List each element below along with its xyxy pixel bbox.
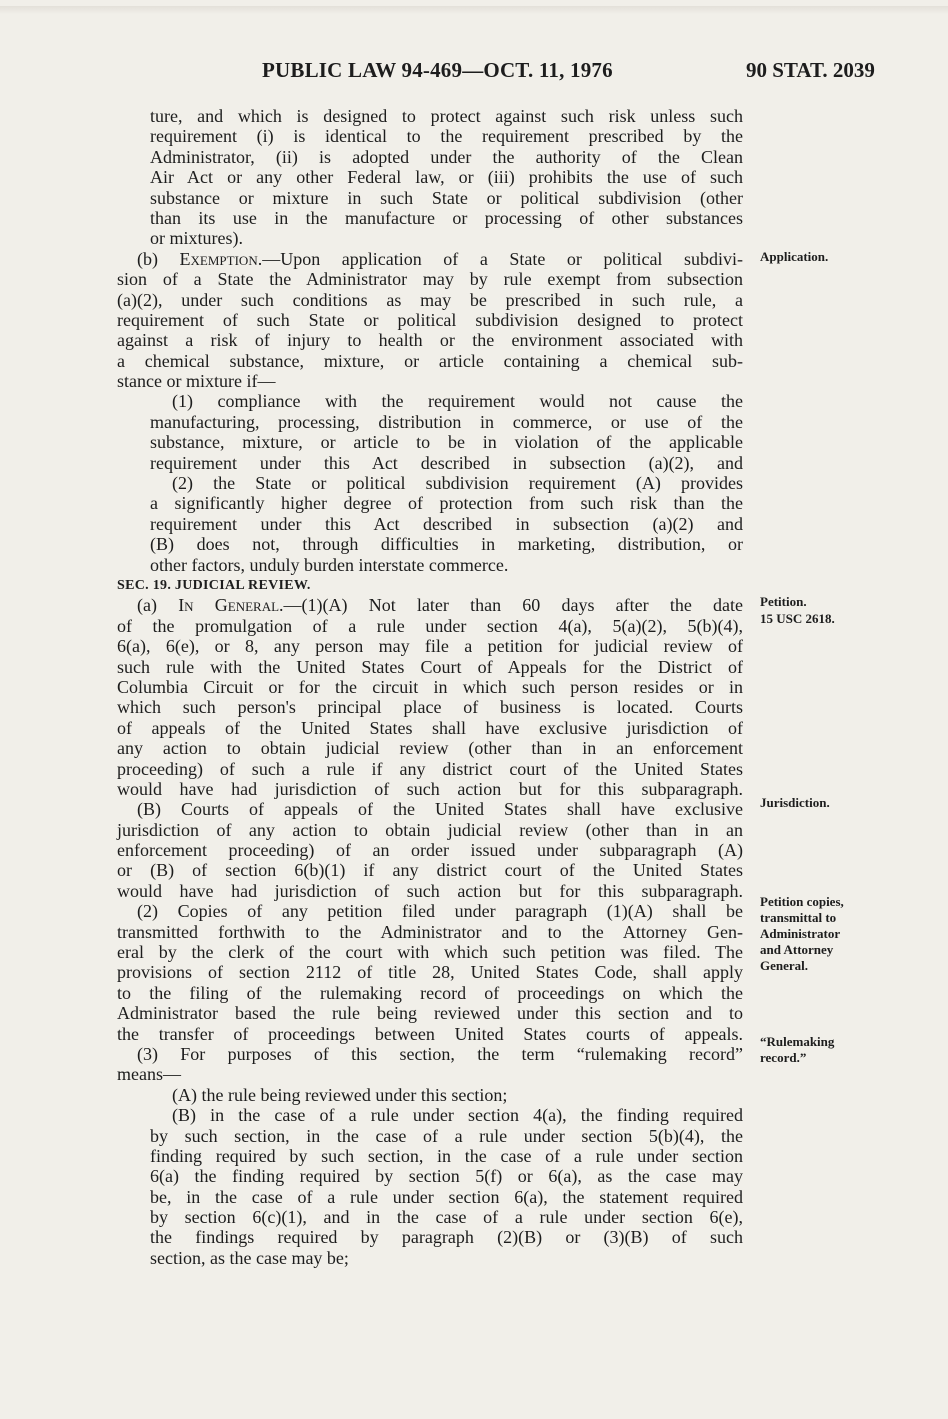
text-line: (1) compliance with the requirement would not cause the	[172, 391, 743, 412]
text-line: a significantly higher degree of protection from such risk than the	[150, 493, 743, 514]
text-line: requirement (i) is identical to the requirement prescribed by the	[150, 126, 743, 147]
text-line: Air Act or any other Federal law, or (iii) prohibits the use of such	[150, 167, 743, 188]
text-line: requirement under this Act described in subsection (a)(2) and	[150, 513, 743, 534]
page-header-stat-number: 90 STAT. 2039	[746, 58, 875, 82]
text-line: (2) Copies of any petition filed under paragraph (1)(A) shall be	[137, 901, 743, 922]
text-line: a chemical substance, mixture, or article containing a chemical sub-	[117, 350, 743, 371]
text-line: means—	[117, 1064, 181, 1085]
text-line: transmitted forthwith to the Administrator and to the Attorney Gen-	[117, 921, 743, 942]
text-line: Columbia Circuit or for the circuit in which such person resides or in	[117, 676, 743, 697]
text-line: (b) Exemption.—Upon application of a State or political subdivi-	[137, 248, 743, 269]
text-line: (a)(2), under such conditions as may be prescribed in such rule, a	[117, 289, 743, 310]
text-line: ture, and which is designed to protect against such risk unless such	[150, 106, 743, 126]
text-line: (2) the State or political subdivision requirement (A) provides	[172, 473, 743, 494]
text-line: eral by the clerk of the court with which such petition was filed. The	[117, 942, 743, 963]
text-line: jurisdiction of any action to obtain judicial review (other than in an	[117, 819, 743, 840]
text-line: substance or mixture in such State or political subdivision (other	[150, 187, 743, 208]
margin-note-rulemaking-record: “Rulemaking record.”	[760, 1034, 835, 1065]
text-line: the transfer of proceedings between United States courts of appeals.	[117, 1023, 743, 1044]
text-line: enforcement proceeding) of an order issued under subparagraph (A)	[117, 840, 743, 861]
text-line: be, in the case of a rule under section 6(a), the statement required	[150, 1186, 743, 1207]
text-line: 6(a) the finding required by section 5(f) or 6(a), as the case may	[150, 1166, 743, 1187]
text-line: (B) in the case of a rule under section 4(a), the finding required	[172, 1105, 743, 1126]
margin-note-jurisdiction: Jurisdiction.	[760, 795, 830, 810]
text-line: stance or mixture if—	[117, 371, 276, 392]
text-line: proceeding) of such a rule if any district court of the United States	[117, 758, 743, 779]
text-line: would have had jurisdiction of such action but for this subparagraph.	[117, 880, 743, 901]
margin-note-petition: Petition. 15 USC 2618.	[760, 594, 835, 626]
text-line: of the promulgation of a rule under section 4(a), 5(a)(2), 5(b)(4),	[117, 615, 743, 636]
text-line: than its use in the manufacture or processing of other substances	[150, 207, 743, 228]
text-line: such rule with the United States Court of Appeals for the District of	[117, 656, 743, 677]
scan-edge	[0, 6, 948, 14]
margin-note-petition-copies: Petition copies, transmittal to Administrator and Attorney General.	[760, 894, 844, 973]
text-line: requirement under this Act described in subsection (a)(2), and	[150, 452, 743, 473]
text-line: which such person's principal place of business is located. Courts	[117, 697, 743, 718]
page-header-title: PUBLIC LAW 94-469—OCT. 11, 1976	[262, 58, 613, 82]
text-line: the findings required by paragraph (2)(B) or (3)(B) of such	[150, 1227, 743, 1248]
text-line: by section 6(c)(1), and in the case of a rule under section 6(e),	[150, 1207, 743, 1228]
text-line: (B) Courts of appeals of the United States shall have exclusive	[137, 799, 743, 820]
text-line: by such section, in the case of a rule under section 5(b)(4), the	[150, 1125, 743, 1146]
text-line: section, as the case may be;	[150, 1247, 349, 1268]
text-line: (A) the rule being reviewed under this section;	[172, 1084, 508, 1105]
text-line: substance, mixture, or article to be in violation of the applicable	[150, 432, 743, 453]
text-line: manufacturing, processing, distribution in commerce, or use of the	[150, 411, 743, 432]
body-text	[117, 106, 743, 1268]
text-line: sion of a State the Administrator may by rule exempt from subsection	[117, 269, 743, 290]
text-line: other factors, unduly burden interstate commerce.	[150, 554, 509, 575]
text-line: requirement of such State or political subdivision designed to protect	[117, 309, 743, 330]
text-line: finding required by such section, in the case of a rule under section	[150, 1145, 743, 1166]
text-line: to the filing of the rulemaking record of proceedings on which the	[117, 982, 743, 1003]
text-line: 6(a), 6(e), or 8, any person may file a petition for judicial review of	[117, 636, 743, 657]
text-line: (B) does not, through difficulties in marketing, distribution, or	[150, 534, 743, 555]
text-line: would have had jurisdiction of such action but for this subparagraph.	[117, 778, 743, 799]
section-heading: SEC. 19. JUDICIAL REVIEW.	[117, 577, 311, 593]
text-line: any action to obtain judicial review (other than in an enforcement	[117, 738, 743, 759]
text-line: provisions of section 2112 of title 28, United States Code, shall apply	[117, 962, 743, 983]
text-line: Administrator based the rule being reviewed under this section and to	[117, 1003, 743, 1024]
text-line: or mixtures).	[150, 228, 243, 249]
text-line: Administrator, (ii) is adopted under the authority of the Clean	[150, 146, 743, 167]
margin-note-application: Application.	[760, 249, 829, 264]
text-line: (a) In General.—(1)(A) Not later than 60 days after the date	[137, 595, 744, 616]
text-line: against a risk of injury to health or the environment associated with	[117, 330, 743, 351]
text-line: of appeals of the United States shall have exclusive jurisdiction of	[117, 717, 743, 738]
text-line: or (B) of section 6(b)(1) if any district court of the United States	[117, 860, 743, 881]
text-line: (3) For purposes of this section, the term “rulemaking record”	[137, 1043, 743, 1064]
